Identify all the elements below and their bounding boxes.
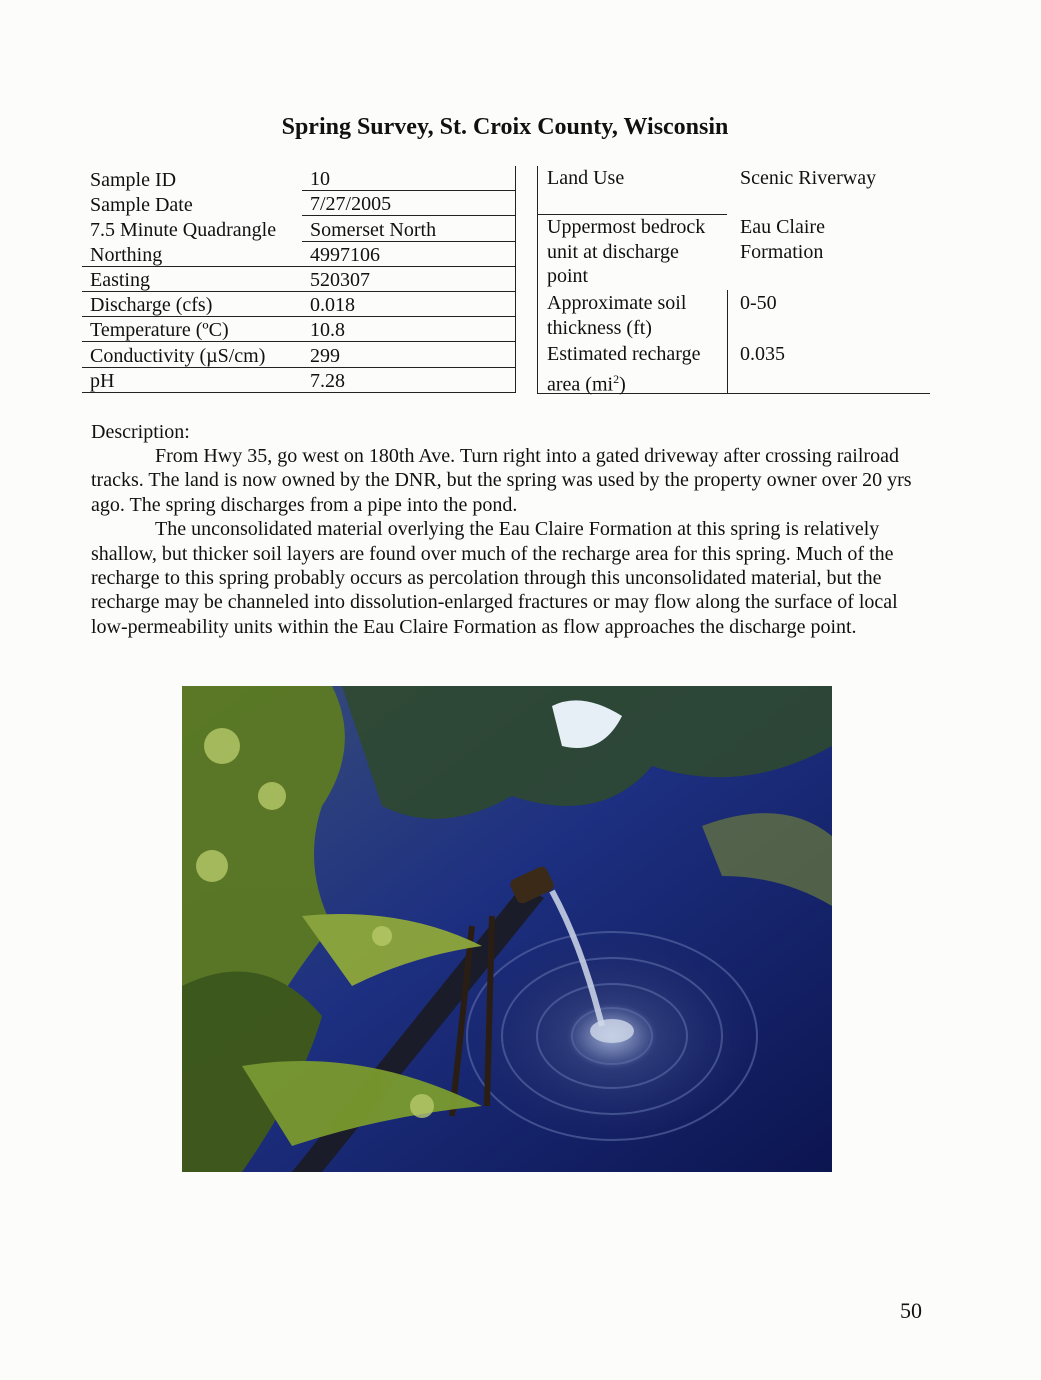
row-label: Easting [82,266,302,291]
page-title: Spring Survey, St. Croix County, Wisconsin [281,114,729,140]
row-value: 7/27/2005 [302,191,516,216]
row-label [537,215,731,291]
description-paragraph: The unconsolidated material overlying the Eau Claire Formation at this spring is relatively shallow, but thicker soil layers are found over much of the recharge area for this spring. Much of the recharge to this spring probably occurs as percolation through this unconsolidated material, but the recharge may be channeled into dissolution-enlarged fractures or may flow along the surface of local low-permeability units within the Eau Claire Formation as flow approaches the discharge point. [91,518,898,638]
row-label: Land Use [547,167,625,189]
row-value: 0-50 [740,292,777,314]
table-row [82,191,516,216]
label-text: ) [619,373,626,396]
description-heading: Description: [91,421,190,443]
page-number: 50 [900,1298,922,1323]
table-row [82,342,516,367]
table-row [537,342,930,396]
row-value: 10 [302,166,516,191]
site-info-table [537,166,930,396]
table-row [82,317,516,342]
table-row [537,166,930,215]
row-label-line: Estimated recharge [547,343,701,365]
row-label-line: Approximate soil [547,292,687,314]
row-label: Sample ID [90,168,177,191]
row-value-line: Formation [740,240,824,263]
table-row [82,266,516,291]
label-text: area (mi [547,373,614,396]
row-label: Sample Date [90,193,193,216]
row-value: 7.28 [302,367,516,392]
row-label: Temperature (ºC) [82,317,302,342]
spring-photo-illustration [182,686,832,1172]
row-value [731,215,825,291]
table-row [82,241,516,266]
table-row [537,291,930,342]
row-value: Scenic Riverway [740,167,877,189]
table-row [537,215,930,291]
row-label [537,342,731,396]
row-label-line: thickness (ft) [547,316,652,339]
description-paragraph: From Hwy 35, go west on 180th Ave. Turn right into a gated driveway after crossing railroad tracks. The land is now owned by the DNR, but the spring was used by the property owner over 20 yrs ago. The spring discharges from a pipe into the pond. [91,445,912,516]
sample-info-table [82,166,516,393]
table-row [82,291,516,316]
row-label [537,291,731,342]
table-row [82,367,516,392]
row-label: pH [82,367,302,392]
row-value: 299 [302,342,516,367]
row-value: Somerset North [302,216,516,241]
row-label-line: unit at discharge [547,240,679,263]
row-label-line: Uppermost bedrock [547,216,706,238]
row-label: 7.5 Minute Quadrangle [90,219,277,242]
row-value: 4997106 [302,241,516,266]
description-body [91,444,923,639]
table-row [82,216,516,241]
row-value-line: Eau Claire [740,216,825,238]
row-value: 520307 [302,266,516,291]
row-label: Conductivity (µS/cm) [82,342,302,367]
row-value: 0.018 [302,291,516,316]
row-label: Discharge (cfs) [82,291,302,316]
row-value: 10.8 [302,317,516,342]
row-label: Northing [82,241,302,266]
spring-photo [182,686,832,1172]
row-value: 0.035 [740,343,785,365]
row-label-line [547,367,731,397]
superscript: 2 [613,371,620,386]
table-row [82,166,516,191]
row-label-line: point [547,265,589,287]
